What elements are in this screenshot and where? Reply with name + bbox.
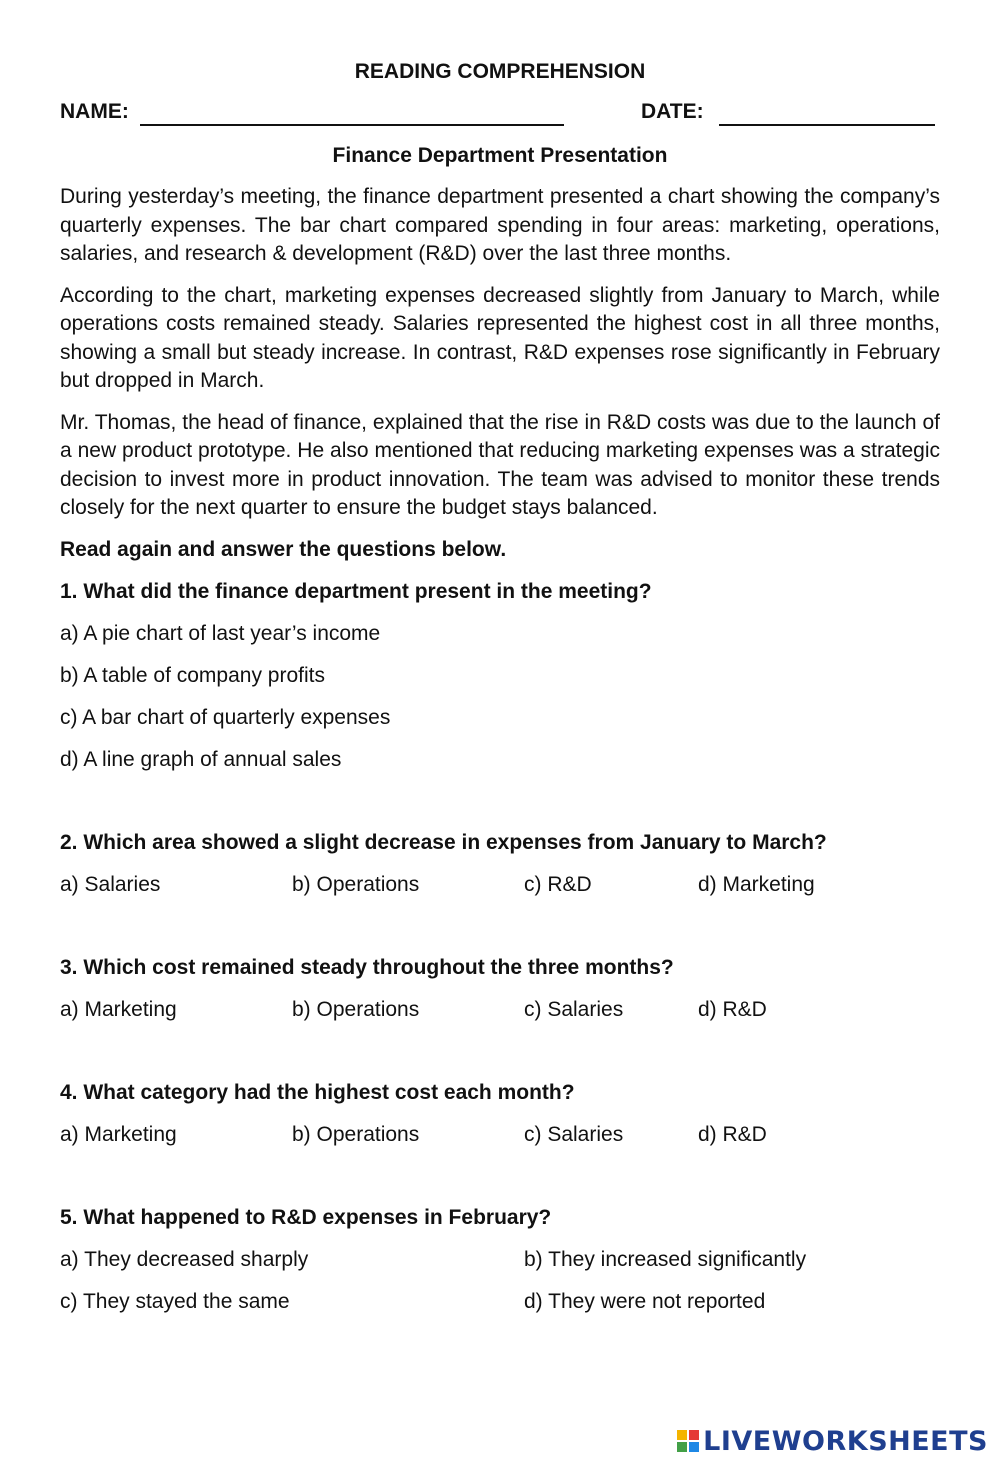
passage-paragraph: According to the chart, marketing expenses decreased slightly from January to March, while operations costs remained steady. Salaries represented the highest cost in all three months, showing a small but steady increase. In contrast, R&D expenses rose significantly in February but dropped in March.: [60, 283, 940, 392]
answer-option[interactable]: a) Marketing: [60, 1122, 177, 1146]
worksheet-title: READING COMPREHENSION: [354, 60, 646, 83]
answer-option[interactable]: c) Salaries: [524, 1122, 624, 1146]
question-2: [60, 829, 940, 899]
instructions: Read again and answer the questions below.: [60, 537, 507, 561]
answer-option[interactable]: a) Salaries: [60, 872, 161, 896]
answer-option[interactable]: d) They were not reported: [524, 1289, 766, 1313]
answer-option[interactable]: b) Operations: [292, 997, 420, 1021]
answer-options-row: [60, 871, 940, 899]
answer-option[interactable]: d) R&D: [698, 1122, 767, 1146]
name-date-row: [60, 100, 940, 130]
passage-title: Finance Department Presentation: [332, 144, 668, 167]
date-blank[interactable]: [719, 124, 935, 126]
question-1: [60, 578, 940, 774]
answer-option[interactable]: c) Salaries: [524, 997, 624, 1021]
answer-option[interactable]: c) R&D: [524, 872, 592, 896]
logo-text: LIVEWORKSHEETS: [703, 1425, 988, 1457]
question-text: 1. What did the finance department present in the meeting?: [60, 579, 652, 603]
answer-options-row: [60, 1246, 940, 1274]
answer-option[interactable]: b) Operations: [292, 872, 420, 896]
question-4: [60, 1079, 940, 1149]
question-5: [60, 1204, 940, 1316]
name-label: NAME:: [60, 100, 129, 123]
answer-options-row: [60, 996, 940, 1024]
passage-paragraph: Mr. Thomas, the head of finance, explained that the rise in R&D costs was due to the launch of a new product prototype. He also mentioned that reducing marketing expenses was a strategic decision to invest more in product innovation. The team was advised to monitor these trends closely for the next quarter to ensure the budget stays balanced.: [60, 410, 940, 519]
name-blank[interactable]: [140, 124, 564, 126]
answer-options-row: [60, 1121, 940, 1149]
passage-paragraph: During yesterday’s meeting, the finance department presented a chart showing the company’s quarterly expenses. The bar chart compared spending in four areas: marketing, operations, salaries, and research & development (R&D) over the last three months.: [60, 185, 940, 265]
answer-option[interactable]: d) Marketing: [698, 872, 815, 896]
date-label: DATE:: [641, 100, 704, 123]
answer-option[interactable]: a) A pie chart of last year’s income: [60, 621, 381, 645]
question-3: [60, 954, 940, 1024]
answer-option[interactable]: d) R&D: [698, 997, 767, 1021]
liveworksheets-logo-icon: [677, 1430, 699, 1452]
answer-option[interactable]: c) They stayed the same: [60, 1289, 290, 1313]
question-text: 4. What category had the highest cost each month?: [60, 1080, 575, 1104]
answer-option[interactable]: b) They increased significantly: [524, 1247, 807, 1271]
answer-option[interactable]: b) A table of company profits: [60, 663, 325, 687]
answer-option[interactable]: a) They decreased sharply: [60, 1247, 309, 1271]
answer-options-row: [60, 1288, 940, 1316]
liveworksheets-logo[interactable]: [677, 1425, 988, 1457]
question-text: 5. What happened to R&D expenses in February?: [60, 1205, 552, 1229]
question-text: 2. Which area showed a slight decrease in expenses from January to March?: [60, 830, 827, 854]
answer-option[interactable]: b) Operations: [292, 1122, 420, 1146]
question-text: 3. Which cost remained steady throughout the three months?: [60, 955, 674, 979]
answer-option[interactable]: c) A bar chart of quarterly expenses: [60, 705, 391, 729]
answer-option[interactable]: a) Marketing: [60, 997, 177, 1021]
answer-option[interactable]: d) A line graph of annual sales: [60, 747, 342, 771]
worksheet: [60, 58, 940, 1316]
